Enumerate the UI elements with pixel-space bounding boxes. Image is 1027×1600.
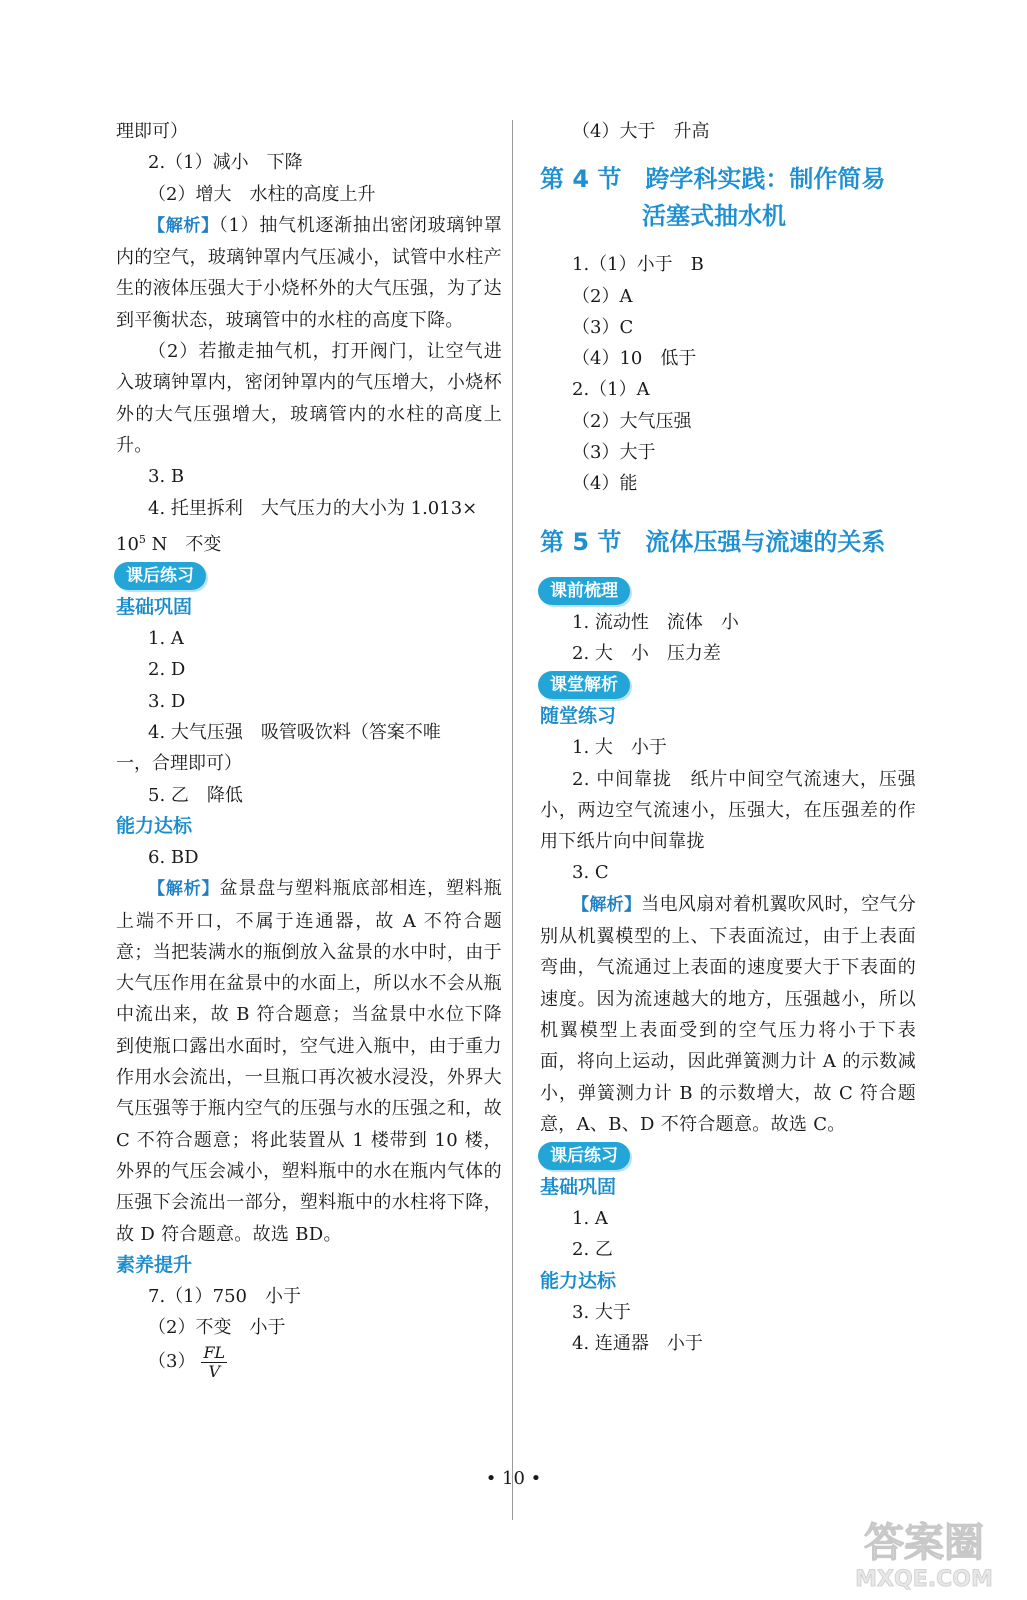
subheading-ability: 能力达标 <box>116 814 193 837</box>
analysis-paragraph <box>116 210 502 336</box>
subheading-basic-2: 基础巩固 <box>540 1176 617 1199</box>
practice-1-3: （3）C <box>572 316 634 338</box>
class-2: 2. 中间靠拢 纸片中间空气流速大，压强小，两边空气流速小，压强大，在压强差的作用下纸片向中间靠拢 <box>540 768 916 853</box>
section-pill-preview: 课前梳理 <box>538 577 630 605</box>
subheading-literacy: 素养提升 <box>116 1253 193 1276</box>
ability-6: 6. BD <box>148 846 199 868</box>
ability-2-4: 4. 连通器 小于 <box>572 1333 703 1355</box>
preview-2: 2. 大 小 压力差 <box>572 642 721 664</box>
basic-5: 5. 乙 降低 <box>148 784 243 806</box>
answer-4-4: （4）大于 升高 <box>572 121 710 142</box>
answer-4-line2 <box>116 524 502 560</box>
analysis-text: 盆景盘与塑料瓶底部相连，塑料瓶上端不开口，不属于连通器，故 A 不符合题意；当把装满水的瓶倒放入盆景的水中时，由于大气压作用在盆景中的水面上，所以水不会从瓶中流出来，故 B 符合题意；当盆景中水位下降到使瓶口露出水面时，空气进入瓶中，由于重力作用水会流出，一旦瓶口再次被水浸没，外界大气压强等于瓶内空气的压强与水的压强之和，故 C 不符合题意；将此装置从 1 楼带到 10 楼，外界的气压会减小，塑料瓶中的水在瓶内气体的压强下会流出一部分，塑料瓶中的水柱将下降，故 D 符合题意。故选 BD。 <box>116 878 503 1245</box>
watermark-logo <box>839 1510 1009 1592</box>
ability-2-3: 3. 大于 <box>572 1301 631 1323</box>
line: 理即可） <box>116 121 188 142</box>
basic-2-1: 1. A <box>572 1208 608 1230</box>
answer-4-line1: 4. 托里拆利 大气压力的大小为 1.013× <box>148 497 478 519</box>
literacy-7-1: 7.（1）750 小于 <box>148 1285 301 1307</box>
page-number: • 10 • <box>485 1468 542 1489</box>
practice-2-1: 2.（1）A <box>572 379 650 401</box>
power-base: 10 <box>116 533 139 555</box>
class-3: 3. C <box>572 862 609 884</box>
analysis-paragraph-2: （2）若撤走抽气机，打开阀门，让空气进入玻璃钟罩内，密闭钟罩内的气压增大，小烧杯外的大气压强增大，玻璃管内的水柱的高度上升。 <box>116 341 502 456</box>
power-exponent: 5 <box>138 532 146 546</box>
section-title-4-line2: 活塞式抽水机 <box>642 202 786 231</box>
watermark-bottom: MXQE.COM <box>855 1567 993 1592</box>
analysis-text: 当电风扇对着机翼吹风时，空气分别从机翼模型的上、下表面流过，由于上表面弯曲，气流通过上表面的速度要大于下表面的速度。因为流速越大的地方，压强越小，所以机翼模型上表面受到的空气压力将小于下表面，将向上运动，因此弹簧测力计 A 的示数减小，弹簧测力计 B 的示数增大，故 C 符合题意，A、B、D 不符合题意。故选 C。 <box>540 893 917 1135</box>
analysis-tag: 【解析】 <box>572 894 642 915</box>
section-pill-class: 课堂解析 <box>538 671 630 699</box>
preview-1: 1. 流动性 流体 小 <box>572 611 739 633</box>
left-column <box>116 116 502 1381</box>
fraction-denominator: V <box>208 1361 221 1381</box>
basic-2-2: 2. 乙 <box>572 1239 613 1261</box>
fraction-numerator: FL <box>203 1342 226 1362</box>
subheading-class-practice: 随堂练习 <box>540 705 617 728</box>
class-1: 1. 大 小于 <box>572 737 667 759</box>
section-title-5: 第 5 节 流体压强与流速的关系 <box>540 527 886 556</box>
practice-2-2: （2）大气压强 <box>572 410 692 432</box>
answer-2-2: （2）增大 水柱的高度上升 <box>148 183 376 205</box>
analysis-tag: 【解析】 <box>148 879 220 900</box>
practice-1-2: （2）A <box>572 285 633 307</box>
section-pill-homework: 课后练习 <box>114 562 206 590</box>
literacy-7-2: （2）不变 小于 <box>148 1317 286 1339</box>
basic-2: 2. D <box>148 659 186 681</box>
analysis-paragraph-4 <box>540 889 916 1140</box>
analysis-tag: 【解析】 <box>148 215 219 236</box>
basic-4-line2: 一，合理即可） <box>116 753 242 775</box>
basic-1: 1. A <box>148 628 184 650</box>
subheading-ability-2: 能力达标 <box>540 1269 617 1292</box>
practice-1-4: （4）10 低于 <box>572 348 697 370</box>
practice-1-1: 1.（1）小于 B <box>572 254 704 276</box>
practice-2-3: （3）大于 <box>572 442 656 464</box>
literacy-7-3 <box>116 1343 502 1381</box>
section-pill-homework-2: 课后练习 <box>538 1142 630 1170</box>
subheading-basic: 基础巩固 <box>116 596 193 619</box>
answer-2-1: 2.（1）减小 下降 <box>148 152 303 174</box>
literacy-7-3-label: （3） <box>148 1351 196 1373</box>
fraction-formula <box>201 1342 227 1381</box>
basic-3: 3. D <box>148 690 186 712</box>
practice-2-4: （4）能 <box>572 473 638 495</box>
watermark-top: 答案圈 <box>864 1520 984 1566</box>
answer-4-rest: N 不变 <box>145 533 222 555</box>
basic-4-line1: 4. 大气压强 吸管吸饮料（答案不唯 <box>148 722 441 744</box>
section-title-4-line1: 第 4 节 跨学科实践：制作简易 <box>540 165 886 194</box>
section-title-4 <box>540 161 916 235</box>
right-column <box>540 116 916 1359</box>
column-divider <box>512 120 513 1520</box>
analysis-text: （1）抽气机逐渐抽出密闭玻璃钟罩内的空气，玻璃钟罩内气压减小，试管中水柱产生的液体压强大于小烧杯外的大气压强，为了达到平衡状态，玻璃管中的水柱的高度下降。 <box>116 214 502 331</box>
analysis-paragraph-3 <box>116 873 502 1250</box>
answer-3: 3. B <box>148 466 185 488</box>
